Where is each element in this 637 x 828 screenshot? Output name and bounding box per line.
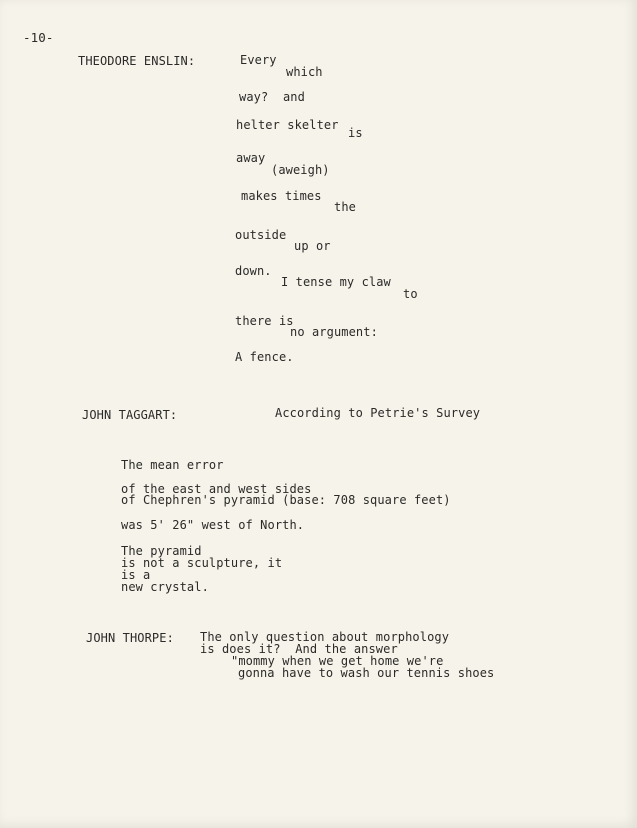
poem-line: new crystal. [121,580,209,594]
poem-line: I tense my claw [281,275,391,289]
poem-line: was 5' 26" west of North. [121,518,305,532]
poem-heading: According to Petrie's Survey [275,406,481,420]
poem-line: The mean error [121,458,224,472]
poem-line: (aweigh) [271,163,330,177]
poem-line: down. [235,264,272,278]
poem-line: makes times [241,189,322,203]
poem-line: away [236,151,266,165]
poem-line: to [403,287,418,301]
poem-line: The pyramid [121,544,202,558]
poem-line: "mommy when we get home we're [231,654,444,668]
poem-line: is [348,126,363,140]
poem-line: no argument: [290,325,378,339]
author-name-enslin: THEODORE ENSLIN: [78,54,196,68]
poem-line: the [334,200,356,214]
poem-line: A fence. [235,350,294,364]
poem-line: gonna have to wash our tennis shoes [238,666,495,680]
poem-line: helter skelter [236,118,339,132]
poem-line: up or [294,239,331,253]
poem-line: which [286,65,323,79]
poem-line: of the east and west sides [121,482,312,496]
poem-line: The only question about morphology [200,630,450,644]
poem-line: is not a sculpture, it [121,556,283,570]
author-name-thorpe: JOHN THORPE: [86,631,174,645]
poem-line: is a [121,568,151,582]
author-name-taggart: JOHN TAGGART: [82,408,178,422]
poem-line: Every [240,53,277,67]
poem-line: is does it? And the answer [200,642,398,656]
poem-line: there is [235,314,294,328]
page-number: -10- [23,30,54,45]
poem-line: outside [235,228,287,242]
poem-line: of Chephren's pyramid (base: 708 square feet) [121,493,451,507]
poem-line: way? and [239,90,305,104]
